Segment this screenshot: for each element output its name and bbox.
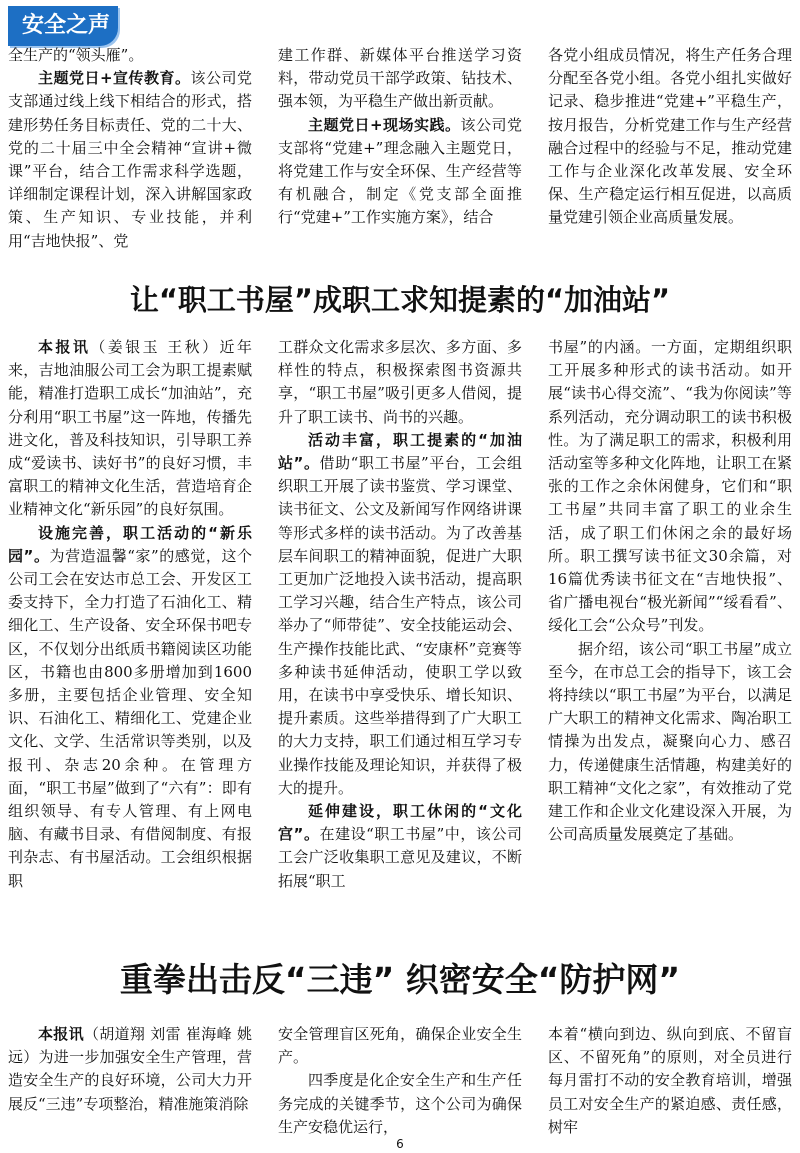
article-1-column-3 (548, 44, 792, 253)
article-1-body (8, 44, 792, 253)
paragraph-text: 借助“职工书屋”平台，工会组织职工开展了读书鉴赏、学习课堂、读书征文、公文及新闻写作网络讲课等形式多样的读书活动。为了改善基层车间职工的精神面貌，促进广大职工更加广泛地投入读书活动，提高职工学习兴趣，结合生产特点，该公司举办了“师带徒”、安全技能运动会、生产操作技能比武、“安康杯”竞赛等多种读书延伸活动，使职工学以致用，在读书中享受快乐、增长知识、提升素质。这些举措得到了广大职工的大力支持，职工们通过相互学习专业操作技能及理论知识，并获得了极大的提升。 (278, 454, 523, 797)
paragraph: 书屋”的内涵。一方面，定期组织职工开展多种形式的读书活动。如开展“读书心得交流”、“我为你阅读”等系列活动，充分调动职工的读书积极性。为了满足职工的需求，积极利用活动室等多种文化阵地，让职工在紧张的工作之余休闲健身，它们和“职工书屋”共同丰富了职工的业余生活，成了职工们休闲之余的最好场所。职工撰写读书征文30余篇，对16篇优秀读书征文在“吉地快报”、省广播电视台“极光新闻”“绥看看”、绥化工会“公众号”刊发。 (548, 338, 792, 635)
paragraph: 建工作群、新媒体平台推送学习资料，带动党员干部学政策、钻技术、强本领，为平稳生产做出新贡献。 (278, 46, 522, 111)
paragraph (278, 429, 522, 800)
section-tag: 安全之声 (8, 6, 118, 46)
article-1-column-1 (8, 44, 252, 253)
article-3-body (8, 1023, 792, 1139)
paragraph-lead: 主题党日+现场实践。 (308, 115, 461, 134)
paragraph (8, 67, 252, 253)
paragraph (8, 1023, 252, 1116)
paragraph-lead: 活动丰富，职工提素的“加油站”。 (278, 430, 522, 473)
article-2-body (8, 336, 792, 893)
paragraph: 全生产的“领头雁”。 (8, 46, 144, 64)
paragraph-text: （姜银玉 王秋）近年来，吉地油服公司工会为职工提素赋能，精准打造职工成长“加油站”，充分利用“职工书屋”这一阵地，传播先进文化，普及科技知识，引导职工养成“爱读书、读好书”的良好习惯，丰富职工的精神文化生活，营造培育企业精神文化“新乐园”的良好氛围。 (8, 338, 252, 519)
article-3-column-2 (278, 1023, 522, 1139)
article-3-column-3 (548, 1023, 792, 1139)
paragraph-lead: 本报讯 (38, 1025, 84, 1043)
article-2-headline: 让“职工书屋”成职工求知提素的“加油站” (129, 283, 671, 317)
paragraph-text: 在建设“职工书屋”中，该公司工会广泛收集职工意见及建议，不断拓展“职工 (278, 825, 523, 890)
paragraph-lead: 主题党日+宣传教育。 (38, 69, 191, 88)
paragraph: 各党小组成员情况，将生产任务合理分配至各党小组。各党小组扎实做好记录、稳步推进“党建+”平稳生产，按月报告，分析党建工作与生产经营融合过程中的经验与不足，推动党建工作与企业深化改革发展、安全环保、生产稳定运行相互促进，以高质量党建引领企业高质量发展。 (548, 46, 792, 227)
article-1-column-2 (278, 44, 522, 253)
paragraph-text: 该公司党支部将“党建+”理念融入主题党日，将党建工作与安全环保、生产经营等有机融合，制定《党支部全面推行“党建+”工作实施方案》，结合 (278, 115, 522, 227)
page-number: 6 (396, 1137, 404, 1151)
paragraph: 四季度是化企安全生产和生产任务完成的关键季节，这个公司为确保生产安稳优运行， (278, 1071, 522, 1136)
paragraph (8, 336, 252, 522)
article-2-column-3 (548, 336, 792, 893)
paragraph-text: 该公司党支部通过线上线下相结合的形式，搭建形势任务目标责任、党的二十大、党的二十届三中全会精神“宣讲+微课”平台，结合工作需求科学选题，详细制定课程计划，深入讲解国家政策、生产知识、专业技能，并利用“吉地快报”、党 (8, 69, 252, 250)
paragraph (278, 800, 522, 893)
paragraph: 工群众文化需求多层次、多方面、多样性的特点，积极探索图书资源共享，“职工书屋”吸引更多人借阅，提升了职工读书、尚书的兴趣。 (278, 338, 522, 426)
article-2-column-2 (278, 336, 522, 893)
paragraph: 据介绍，该公司“职工书屋”成立至今，在市总工会的指导下，该工会将持续以“职工书屋”为平台，以满足广大职工的精神文化需求、陶冶职工情操为出发点，凝聚向心力、感召力，传递健康生活情趣，构建美好的职工精神“文化之家”，有效推动了党建工作和企业文化建设深入开展，为公司高质量发展奠定了基础。 (548, 639, 792, 844)
paragraph: 本着“横向到边、纵向到底、不留盲区、不留死角”的原则，对全员进行每月雷打不动的安全教育培训，增强员工对安全生产的紧迫感、责任感，树牢 (548, 1025, 792, 1136)
paragraph-lead: 设施完善，职工活动的“新乐园”。 (8, 523, 252, 565)
paragraph-lead: 本报讯 (38, 338, 91, 356)
paragraph: 安全管理盲区死角，确保企业安全生产。 (278, 1025, 522, 1067)
paragraph-lead: 延伸建设，职工休闲的“文化宫”。 (278, 802, 522, 844)
paragraph (278, 114, 522, 230)
article-2-column-1 (8, 336, 252, 893)
paragraph-text: 为营造温馨“家”的感觉，这个公司工会在安达市总工会、开发区工委支持下，全力打造了石油化工、精细化工、生产设备、安全环保书吧专区，不仅划分出纸质书籍阅读区功能区，书籍也由800多册增加到1600多册，主要包括企业管理、安全知识、石油化工、精细化工、党建企业文化、文学、生活常识等类别，以及报刊、杂志20余种。在管理方面，“职工书屋”做到了“六有”：即有组织领导、有专人管理、有上网电脑、有藏书目录、有借阅制度、有报刊杂志、有书屋活动。工会组织根据职 (8, 546, 253, 890)
article-3-headline: 重拳出击反“三违” 织密安全“防护网” (119, 960, 681, 999)
article-3-column-1 (8, 1023, 252, 1139)
paragraph-text: （胡道翔 刘雷 崔海峰 姚远）为进一步加强安全生产管理，营造安全生产的良好环境，公司大力开展反“三违”专项整治，精准施策消除 (8, 1025, 252, 1113)
paragraph (8, 522, 252, 893)
